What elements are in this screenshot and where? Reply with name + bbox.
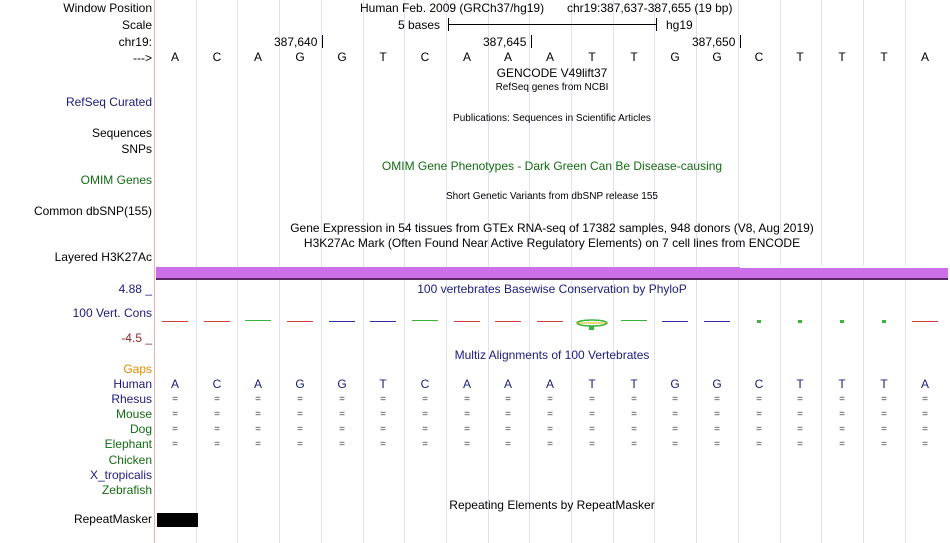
conservation-dash [537,321,563,322]
species-label-x_tropicalis[interactable]: X_tropicalis [89,468,152,482]
alignment-match-mark: = [422,409,428,420]
position-tick-label: 387,650 [692,35,736,49]
alignment-match-mark: = [214,409,220,420]
conservation-dash [162,321,188,322]
base-letter: A [503,50,512,64]
human-base-letter: T [379,377,387,391]
alignment-match-mark: = [339,439,345,450]
assembly-link[interactable]: Human Feb. 2009 (GRCh37/hg19) [360,1,545,15]
base-letter: A [253,50,262,64]
base-letter: A [170,50,179,64]
human-base-letter: T [838,377,846,391]
species-label-zebrafish[interactable]: Zebrafish [101,483,152,497]
base-letter: G [670,50,680,64]
alignment-match-mark: = [464,394,470,405]
phylop-max-label: 4.88 _ [118,282,152,296]
alignment-match-mark: = [297,424,303,435]
base-letter: A [462,50,471,64]
h3k27ac-signal-bar [156,267,948,278]
conservation-dash [757,320,761,323]
alignment-match-mark: = [589,424,595,435]
position-tick-label: 387,645 [483,35,527,49]
dbsnp-track-title: Short Genetic Variants from dbSNP release 155 [446,191,658,202]
gencode-track-title[interactable]: GENCODE V49lift37 [496,66,608,80]
alignment-match-mark: = [881,424,887,435]
conservation-dash [495,321,521,322]
scale-bar [448,24,656,25]
species-label-human[interactable]: Human [113,377,152,391]
alignment-match-mark: = [380,424,386,435]
alignment-match-mark: = [297,439,303,450]
conservation-dash [412,320,438,321]
alignment-match-mark: = [464,439,470,450]
alignment-match-mark: = [631,424,637,435]
alignment-match-mark: = [214,439,220,450]
human-base-letter: T [796,377,804,391]
alignment-match-mark: = [589,394,595,405]
alignment-match-mark: = [756,394,762,405]
repeatmasker-label[interactable]: RepeatMasker [73,512,152,526]
gaps-label[interactable]: Gaps [123,362,152,376]
sequences-label[interactable]: Sequences [91,126,152,140]
alignment-match-mark: = [547,424,553,435]
scale-bar-right-tick [656,18,657,31]
alignment-match-mark: = [214,394,220,405]
alignment-match-mark: = [255,439,261,450]
phylop-track-title: 100 vertebrates Basewise Conservation by PhyloP [417,282,687,296]
human-base-letter: G [712,377,722,391]
base-letter: T [630,50,638,64]
alignment-match-mark: = [172,394,178,405]
alignment-match-mark: = [797,439,803,450]
alignment-match-mark: = [422,424,428,435]
alignment-match-mark: = [631,409,637,420]
alignment-match-mark: = [672,394,678,405]
human-base-letter: A [462,377,471,391]
conservation-dash [370,321,396,322]
base-letter: G [295,50,305,64]
human-base-letter: C [212,377,222,391]
alignment-match-mark: = [672,439,678,450]
alignment-match-mark: = [255,424,261,435]
alignment-match-mark: = [255,409,261,420]
conservation-dash [912,321,938,322]
base-letter: A [545,50,554,64]
conservation-dash [662,321,688,322]
human-base-letter: G [295,377,305,391]
alignment-match-mark: = [422,439,428,450]
conservation-dash [798,320,802,323]
alignment-match-mark: = [922,394,928,405]
position-tick [322,35,323,48]
human-base-letter: A [170,377,179,391]
db-label: hg19 [666,18,693,32]
conservation-dash [329,321,355,322]
human-base-letter: G [337,377,347,391]
alignment-match-mark: = [505,409,511,420]
refseq-track-subtitle: RefSeq genes from NCBI [495,82,609,93]
omim-track-title: OMIM Gene Phenotypes - Dark Green Can Be Disease-causing [381,159,723,173]
position-tick [740,35,741,48]
alignment-match-mark: = [922,409,928,420]
alignment-match-mark: = [589,439,595,450]
conservation-dash [287,321,313,322]
alignment-match-mark: = [547,439,553,450]
alignment-match-mark: = [255,394,261,405]
alignment-match-mark: = [464,409,470,420]
alignment-match-mark: = [464,424,470,435]
alignment-match-mark: = [172,424,178,435]
base-letter: C [420,50,430,64]
species-label-dog[interactable]: Dog [129,422,152,436]
alignment-match-mark: = [797,394,803,405]
multiz-track-title: Multiz Alignments of 100 Vertebrates [454,348,650,362]
scale-text: 5 bases [398,18,441,32]
human-base-letter: C [754,377,764,391]
scale-bar-left-tick [448,18,449,31]
alignment-match-mark: = [547,409,553,420]
refseq-curated-label[interactable]: RefSeq Curated [65,95,152,109]
species-label-rhesus[interactable]: Rhesus [111,392,152,406]
alignment-match-mark: = [339,424,345,435]
h3k27ac-baseline [156,278,948,280]
alignment-match-mark: = [297,409,303,420]
alignment-match-mark: = [422,394,428,405]
alignment-match-mark: = [505,439,511,450]
alignment-match-mark: = [881,439,887,450]
alignment-match-mark: = [839,409,845,420]
conservation-dash [704,321,730,322]
alignment-match-mark: = [881,409,887,420]
conservation-dash [840,320,844,323]
conservation-peak-icon [575,318,611,334]
alignment-match-mark: = [672,424,678,435]
human-base-letter: T [630,377,638,391]
omim-genes-label[interactable]: OMIM Genes [80,173,152,187]
alignment-match-mark: = [714,439,720,450]
position-tick-label: 387,640 [274,35,318,49]
base-letter: T [379,50,387,64]
alignment-match-mark: = [505,424,511,435]
gtex-track-title: Gene Expression in 54 tissues from GTEx RNA-seq of 17382 samples, 948 donors (V8, Aug 2019) [290,221,814,235]
base-letter: A [920,50,929,64]
alignment-match-mark: = [839,424,845,435]
position-tick [531,35,532,48]
chrom-label: chr19: [118,35,152,49]
region-position: chr19:387,637-387,655 (19 bp) [567,1,733,15]
alignment-match-mark: = [797,424,803,435]
common-dbsnp-label[interactable]: Common dbSNP(155) [33,204,152,218]
base-letter: T [880,50,888,64]
publications-track-title: Publications: Sequences in Scientific Articles [453,113,651,124]
base-letter: T [838,50,846,64]
alignment-match-mark: = [589,409,595,420]
conservation-dash [454,321,480,322]
scale-label: Scale [121,18,152,32]
human-base-letter: A [253,377,262,391]
alignment-match-mark: = [380,394,386,405]
h3k27ac-signal-notch [740,266,948,268]
alignment-match-mark: = [714,409,720,420]
alignment-match-mark: = [631,394,637,405]
alignment-match-mark: = [756,409,762,420]
species-label-mouse[interactable]: Mouse [115,407,152,421]
snps-label[interactable]: SNPs [121,142,152,156]
alignment-match-mark: = [714,394,720,405]
alignment-match-mark: = [881,394,887,405]
alignment-match-mark: = [839,439,845,450]
label-separator [154,0,155,543]
species-label-elephant[interactable]: Elephant [104,437,152,451]
alignment-match-mark: = [839,394,845,405]
vert-cons-label[interactable]: 100 Vert. Cons [72,306,152,320]
strand-arrow[interactable]: ---> [133,51,152,65]
conservation-dash [621,320,647,321]
base-letter: T [588,50,596,64]
base-letter: C [212,50,222,64]
alignment-match-mark: = [380,409,386,420]
human-base-letter: T [588,377,596,391]
alignment-match-mark: = [172,439,178,450]
human-base-letter: A [920,377,929,391]
human-base-letter: C [420,377,430,391]
alignment-match-mark: = [922,439,928,450]
conservation-dash [882,320,886,323]
alignment-match-mark: = [214,424,220,435]
alignment-match-mark: = [172,409,178,420]
layered-h3k27ac-label[interactable]: Layered H3K27Ac [54,250,152,264]
h3k27ac-track-title: H3K27Ac Mark (Often Found Near Active Regulatory Elements) on 7 cell lines from ENCODE [303,236,801,250]
base-letter: C [754,50,764,64]
human-base-letter: G [670,377,680,391]
alignment-match-mark: = [756,439,762,450]
species-label-chicken[interactable]: Chicken [108,453,152,467]
phylop-min-label: -4.5 _ [121,331,152,345]
alignment-match-mark: = [297,394,303,405]
repeatmasker-track-title: Repeating Elements by RepeatMasker [449,498,655,512]
alignment-match-mark: = [339,409,345,420]
human-base-letter: A [503,377,512,391]
alignment-match-mark: = [922,424,928,435]
alignment-match-mark: = [505,394,511,405]
conservation-dash [245,320,271,321]
alignment-match-mark: = [631,439,637,450]
alignment-match-mark: = [672,409,678,420]
base-letter: G [712,50,722,64]
window-position-label: Window Position [63,1,152,15]
human-base-letter: A [545,377,554,391]
conservation-dash [204,321,230,322]
alignment-match-mark: = [714,424,720,435]
alignment-match-mark: = [756,424,762,435]
repeat-element-block[interactable] [157,513,198,527]
alignment-match-mark: = [797,409,803,420]
alignment-match-mark: = [380,439,386,450]
human-base-letter: T [880,377,888,391]
base-letter: G [337,50,347,64]
alignment-match-mark: = [547,394,553,405]
alignment-match-mark: = [339,394,345,405]
base-letter: T [796,50,804,64]
